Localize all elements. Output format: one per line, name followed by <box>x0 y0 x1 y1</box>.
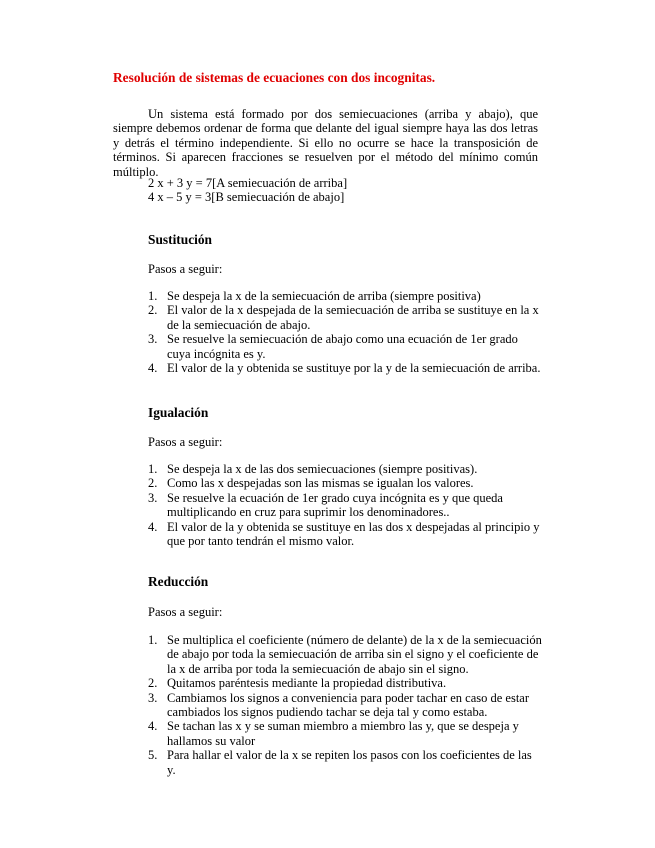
list-item: 4. El valor de la y obtenida se sustituye por la y de la semiecuación de arriba. <box>148 361 541 376</box>
list-item: 1. Se despeja la x de la semiecuación de arriba (siempre positiva) <box>148 289 481 303</box>
list-item: 2. Quitamos paréntesis mediante la propiedad distributiva. <box>148 676 447 691</box>
section-title-igualacion: Igualación <box>148 405 209 420</box>
document-title: Resolución de sistemas de ecuaciones con dos incognitas. <box>113 70 436 85</box>
intro-paragraph: Un sistema está formado por dos semiecuaciones (arriba y abajo), que siempre debemos ordenar de forma que delante del igual siempre haya las dos letras y detrás el término independiente. Si ello no ocurre se hace la transposición de términos. Si aparecen fracciones se resuelven por el método del mínimo común múltiplo. <box>113 107 538 179</box>
steps-label-igualacion: Pasos a seguir: <box>148 435 223 449</box>
list-item: 3. Cambiamos los signos a conveniencia para poder tachar en caso de estar cambiados los signos pudiendo tachar se deja tal y como estaba. <box>148 690 530 720</box>
equation-b: 4 x – 5 y = 3[B semiecuación de abajo] <box>148 190 345 205</box>
steps-list-reduccion <box>148 633 543 777</box>
section-title-sustitucion: Sustitución <box>148 232 212 247</box>
steps-list-igualacion <box>148 462 543 548</box>
steps-label-sustitucion: Pasos a seguir: <box>148 262 223 276</box>
list-item: 2. Como las x despejadas son las mismas se igualan los valores. <box>148 476 474 491</box>
list-item: 4. El valor de la y obtenida se sustituye en las dos x despejadas al principio y que por tanto tendrán el mismo valor. <box>148 519 540 549</box>
list-item: 4. Se tachan las x y se suman miembro a miembro las y, que se despeja y hallamos su valor <box>148 719 519 748</box>
steps-list-sustitucion <box>148 289 543 375</box>
steps-label-reduccion: Pasos a seguir: <box>148 605 223 619</box>
section-title-reduccion: Reducción <box>148 574 209 589</box>
list-item: 3. Se resuelve la ecuación de 1er grado cuya incógnita es y que queda multiplicando en cruz para suprimir los denominadores.. <box>148 490 503 520</box>
equation-system <box>148 176 347 205</box>
list-item: 5. Para hallar el valor de la x se repiten los pasos con los coeficientes de las y. <box>148 748 532 777</box>
list-item: 1. Se multiplica el coeficiente (número de delante) de la x de la semiecuación de abajo por toda la semiecuación de arriba sin el signo y el coeficiente de la x de arriba por toda la semiecuación de abajo sin el signo. <box>148 633 542 676</box>
equation-a: 2 x + 3 y = 7[A semiecuación de arriba] <box>148 176 348 190</box>
list-item: 2. El valor de la x despejada de la semiecuación de arriba se sustituye en la x de la semiecuación de abajo. <box>148 303 539 332</box>
list-item: 1. Se despeja la x de las dos semiecuaciones (siempre positivas). <box>148 462 478 476</box>
list-item: 3. Se resuelve la semiecuación de abajo como una ecuación de 1er grado cuya incógnita es y. <box>148 332 518 361</box>
